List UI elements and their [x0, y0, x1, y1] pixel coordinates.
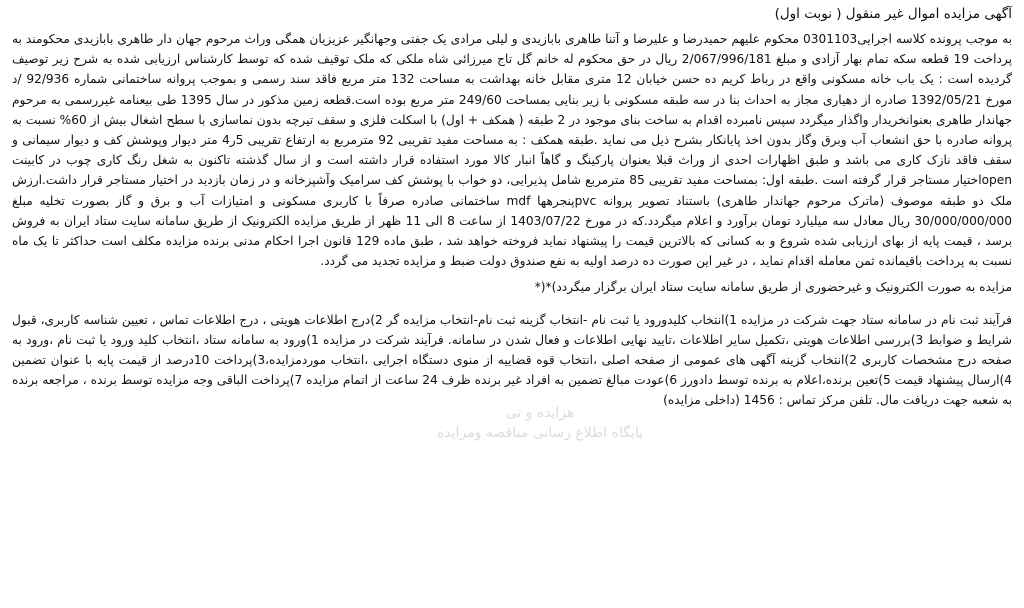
electronic-auction-note: مزایده به صورت الکترونیک و غیرحضوری از طریق سامانه سایت ستاد ایران برگزار میگردد)*(*: [534, 280, 1012, 295]
watermark-line-1: هزایده و تی: [505, 405, 575, 421]
notice-title: آگهی مزایده اموال غیر منقول ( نوبت اول): [774, 6, 1012, 22]
registration-process-paragraph: فرآیند ثبت نام در سامانه ستاد جهت شرکت در مزایده 1)انتخاب کلیدورود یا ثبت نام -انتخاب گزینه ثبت نام-انتخاب مزایده گر 2)درج اطلاعات هویتی ، درج اطلاعات تماس ، تعیین شناسه کاربری، قبول شرایط و ضوابط 3)بررسی اطلاعات هویتی ،تکمیل سایر اطلاعات ،تایید نهایی اطلاعات و فعال شدن در سامانه. فرآیند شرکت در مزایده 1)ورود به سامانه ستاد ،انتخاب کلید ورود یا ثبت نام ،ورود به صفحه درج مشخصات کاربری 2)انتخاب گزینه آگهی های عمومی از صفحه اصلی ،انتخاب قوه قضاییه از منوی دستگاه اجرایی ،انتخاب موردمزایده،3)پرداخت 10درصد از قیمت پایه با عنوان تضمین 4)ارسال پیشنهاد قیمت 5)تعین برنده،اعلام به برنده توسط دادورز 6)عودت مبالغ تضمین به افراد غیر برنده ظرف 24 ساعت از اتمام مزایده 7)پرداخت الباقی وجه مزایده توسط برنده ، مراجعه برنده به شعبه جهت دریافت مال. تلفن مرکز تماس : 1456 (داخلی مزایده): [12, 312, 1013, 408]
watermark-line-2: پایگاه اطلاع رسانی مناقصه ومزایده: [436, 425, 644, 441]
notice-body-paragraph: به موجب پرونده کلاسه اجرایی0301103 محکوم علیهم حمیدرضا و علیرضا و آتنا طاهری بابازیدی و لیلی مرادی یک جفتی وجهانگیر عزیزیان همگی وراث مرحوم جهان دار طاهری بابازیدی محکومند به پرداخت 19 قطعه سکه تمام بهار آزادی و مبلغ 2/067/996/181 ریال در حق محکوم له خانم گل تاج میرزائی شاه ملکی که ملک توقیف شده که توسط کارشناس ارزیابی شده به شرح زیر توصیف گردیده است : یک باب خانه مسکونی واقع در رباط کریم ده حسن خیابان 12 متری مقابل خانه بهداشت به مساحت 132 متر مربع فاقد سند رسمی و بموجب پروانه ساختمانی شماره 92/936 /د مورخ 1392/05/21 صادره از دهیاری مجاز به احداث بنا در سه طبقه مسکونی با زیر بنایی بمساحت 249/60 متر مربع بوده است.قطعه زمین مذکور در سال 1395 طی بیعنامه غیررسمی به مرحوم جهاندار طاهری بعنوانخریدار واگذار میگردد سپس نامبرده اقدام به ساخت بنای موجود در 2 طبقه ( همکف + اول) با اسکلت فلزی و سقف تیرچه بدون نماسازی با سطح اشغال بیش از 60% نسبت به پروانه صادره با حق انشعاب آب وبرق وگاز بدون اخذ پایانکار بشرح ذیل می نماید .طبقه همکف : به مساحت مفید تقریبی 92 مترمربع به ارتفاع تقریبی 5ر4 متر دیوار وپوشش کف و دیوار سیمانی و سقف فاقد نازک کاری می باشد و طبق اظهارات احدی از وراث قبلا بعنوان پارکینگ و گاهاً انبار کالا مورد استفاده قرار داشته است و از سال گذشته تاکنون به شغل رنگ کاری چوب در کابینت openاختیار مستاجر قرار گرفته است .طبقه اول: بمساحت مفید تقریبی 85 مترمربع شامل پذیرایی، دو خواب با پوشش کف سرامیک وآشپزخانه و در زمان بازدید در اختیار مستاجر قرار داشت.ارزش ملک دو طبقه موصوف (ماترک مرحوم جهاندار طاهری) باستناد تصویر پروانه pvcپنجرهها mdf ساختمانی صادره صرفاً با کاربری مسکونی و امتیازات آب و برق و گاز بصورت تخلیه مبلغ 30/000/000/000 ریال معادل سه میلیارد تومان برآورد و اعلام میگردد.که در مورخ 1403/07/22 از ساعت 8 الی 11 ظهر از طریق مزایده الکترونیک از طریق سامانه سایت ستاد ایران به فروش برسد ، قیمت پایه از بهای ارزیابی شده شروع و به کسانی که بالاترین قیمت را پیشنهاد نماید فروخته خواهد شد ، طبق ماده 129 قانون اجرا احکام مدنی برنده مزایده مکلف است حداکثر تا یک ماه نسبت به پرداخت باقیمانده ثمن معامله اقدام نماید ، در غیر این صورت ده درصد اولیه به نفع صندوق دولت ضبط و مزایده تجدید می گردد.: [12, 32, 1013, 269]
